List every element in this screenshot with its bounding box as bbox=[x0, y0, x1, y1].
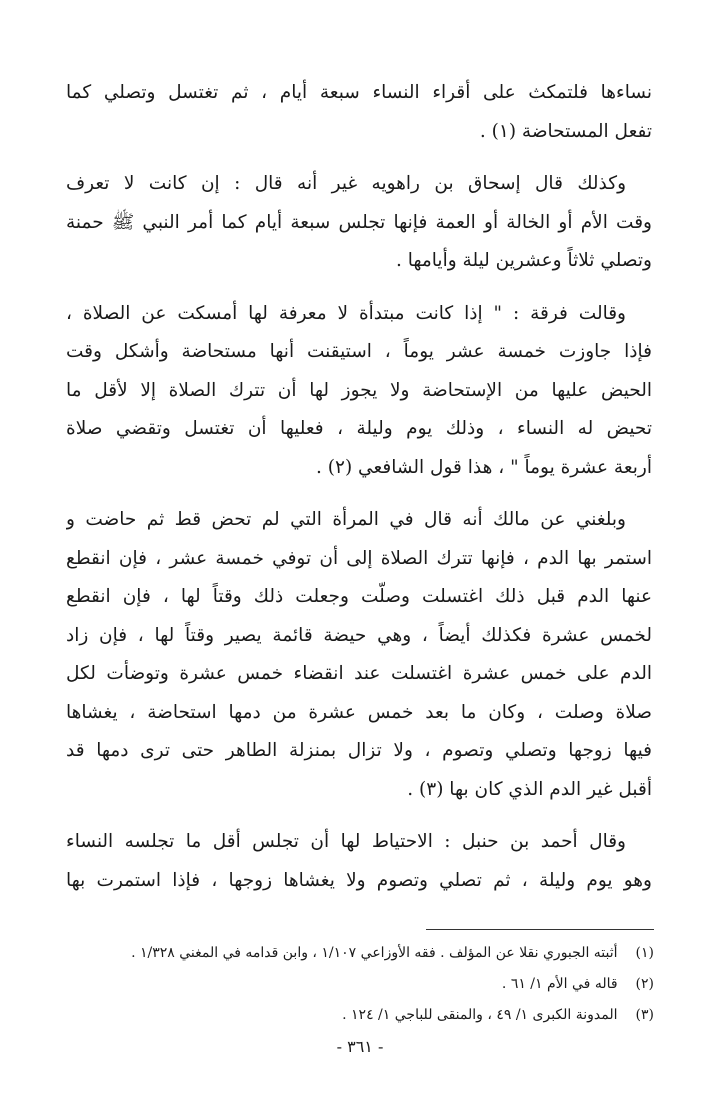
text-line: فإذا جاوزت خمسة عشر يوماً ، استيقنت أنها مستحاضة وأشكل وقت bbox=[66, 341, 652, 362]
footnote-text: قاله في الأم ١/ ٦١ . bbox=[501, 976, 618, 992]
text-line: وهو يوم وليلة ، ثم تصلي وتصوم ولا يغشاها زوجها ، فإذا استمرت بها bbox=[66, 869, 652, 891]
text-line: لخمس عشرة فكذلك أيضاً ، وهي حيضة قائمة يصير وقتاً لها ، فإن زاد bbox=[66, 624, 652, 646]
text-line: وقال أحمد بن حنبل : الاحتياط لها أن تجلس أقل ما تجلسه النساء bbox=[66, 831, 626, 852]
text-line: وبلغني عن مالك أنه قال في المرأة التي لم تحض قط ثم حاضت و bbox=[66, 509, 626, 530]
text-line: تفعل المستحاضة (١) . bbox=[479, 120, 652, 142]
text-line: عنها الدم قبل ذلك اغتسلت وصلّت وجعلت ذلك وقتاً لها ، فإن انقطع bbox=[66, 586, 652, 607]
text-line: نساءها فلتمكث على أقراء النساء سبعة أيام ، ثم تغتسل وتصلي كما bbox=[66, 82, 652, 103]
paragraph-1 bbox=[66, 74, 652, 151]
paragraph-2 bbox=[66, 165, 652, 281]
text-line: فيها زوجها وتصلي وتصوم ، ولا تزال بمنزلة الطاهر حتى ترى دمها قد bbox=[66, 740, 652, 761]
footnote-3 bbox=[68, 1000, 654, 1031]
main-text bbox=[66, 74, 652, 914]
paragraph-3 bbox=[66, 295, 652, 488]
footnote-text: المدونة الكبرى ١/ ٤٩ ، والمنقى للباجي ١/ ١٢٤ . bbox=[342, 1007, 618, 1023]
paragraph-4 bbox=[66, 501, 652, 809]
text-line: استمر بها الدم ، فإنها تترك الصلاة إلى أن توفي خمسة عشر ، فإن انقطع bbox=[66, 547, 652, 569]
text-line: الحيض عليها من الإستحاضة ولا يجوز لها أن تترك الصلاة إلا لأقل ما bbox=[66, 379, 652, 401]
text-line: الدم على خمس عشرة اغتسلت عند انقضاء خمس عشرة وتوضأت لكل bbox=[66, 663, 652, 684]
paragraph-5 bbox=[66, 823, 652, 900]
footnote-number: (٣) bbox=[635, 1007, 654, 1023]
text-line: تحيض له النساء ، وذلك يوم وليلة ، فعليها أن تغتسل وتقضي صلاة bbox=[66, 418, 652, 439]
text-line: صلاة وصلت ، وكان ما بعد خمس عشرة من دمها استحاضة ، يغشاها bbox=[66, 701, 652, 723]
text-line: وتصلي ثلاثاً وعشرين ليلة وأيامها . bbox=[395, 250, 652, 271]
footnote-text: أثبته الجبوري نقلا عن المؤلف . فقه الأوزاعي ١/١٠٧ ، وابن قدامه في المغني ١/٣٢٨ . bbox=[131, 945, 618, 961]
text-line: وقت الأم أو الخالة أو العمة فإنها تجلس سبعة أيام كما أمر النبي ﷺ حمنة bbox=[66, 211, 652, 233]
footnote-2 bbox=[68, 969, 654, 1000]
footnotes bbox=[68, 938, 654, 1031]
text-line: أقبل غير الدم الذي كان بها (٣) . bbox=[407, 778, 652, 800]
page-number: - ٣٦١ - bbox=[336, 1037, 384, 1056]
text-line: أربعة عشرة يوماً " ، هذا قول الشافعي (٢) . bbox=[316, 456, 652, 478]
text-line: وقالت فرقة : " إذا كانت مبتدأة لا معرفة لها أمسكت عن الصلاة ، bbox=[66, 302, 626, 324]
footnote-1 bbox=[68, 938, 654, 969]
footnote-number: (٢) bbox=[635, 976, 654, 992]
text-line: وكذلك قال إسحاق بن راهويه غير أنه قال : إن كانت لا تعرف bbox=[66, 173, 626, 194]
footnote-number: (١) bbox=[635, 945, 654, 961]
footnote-divider bbox=[426, 929, 654, 930]
